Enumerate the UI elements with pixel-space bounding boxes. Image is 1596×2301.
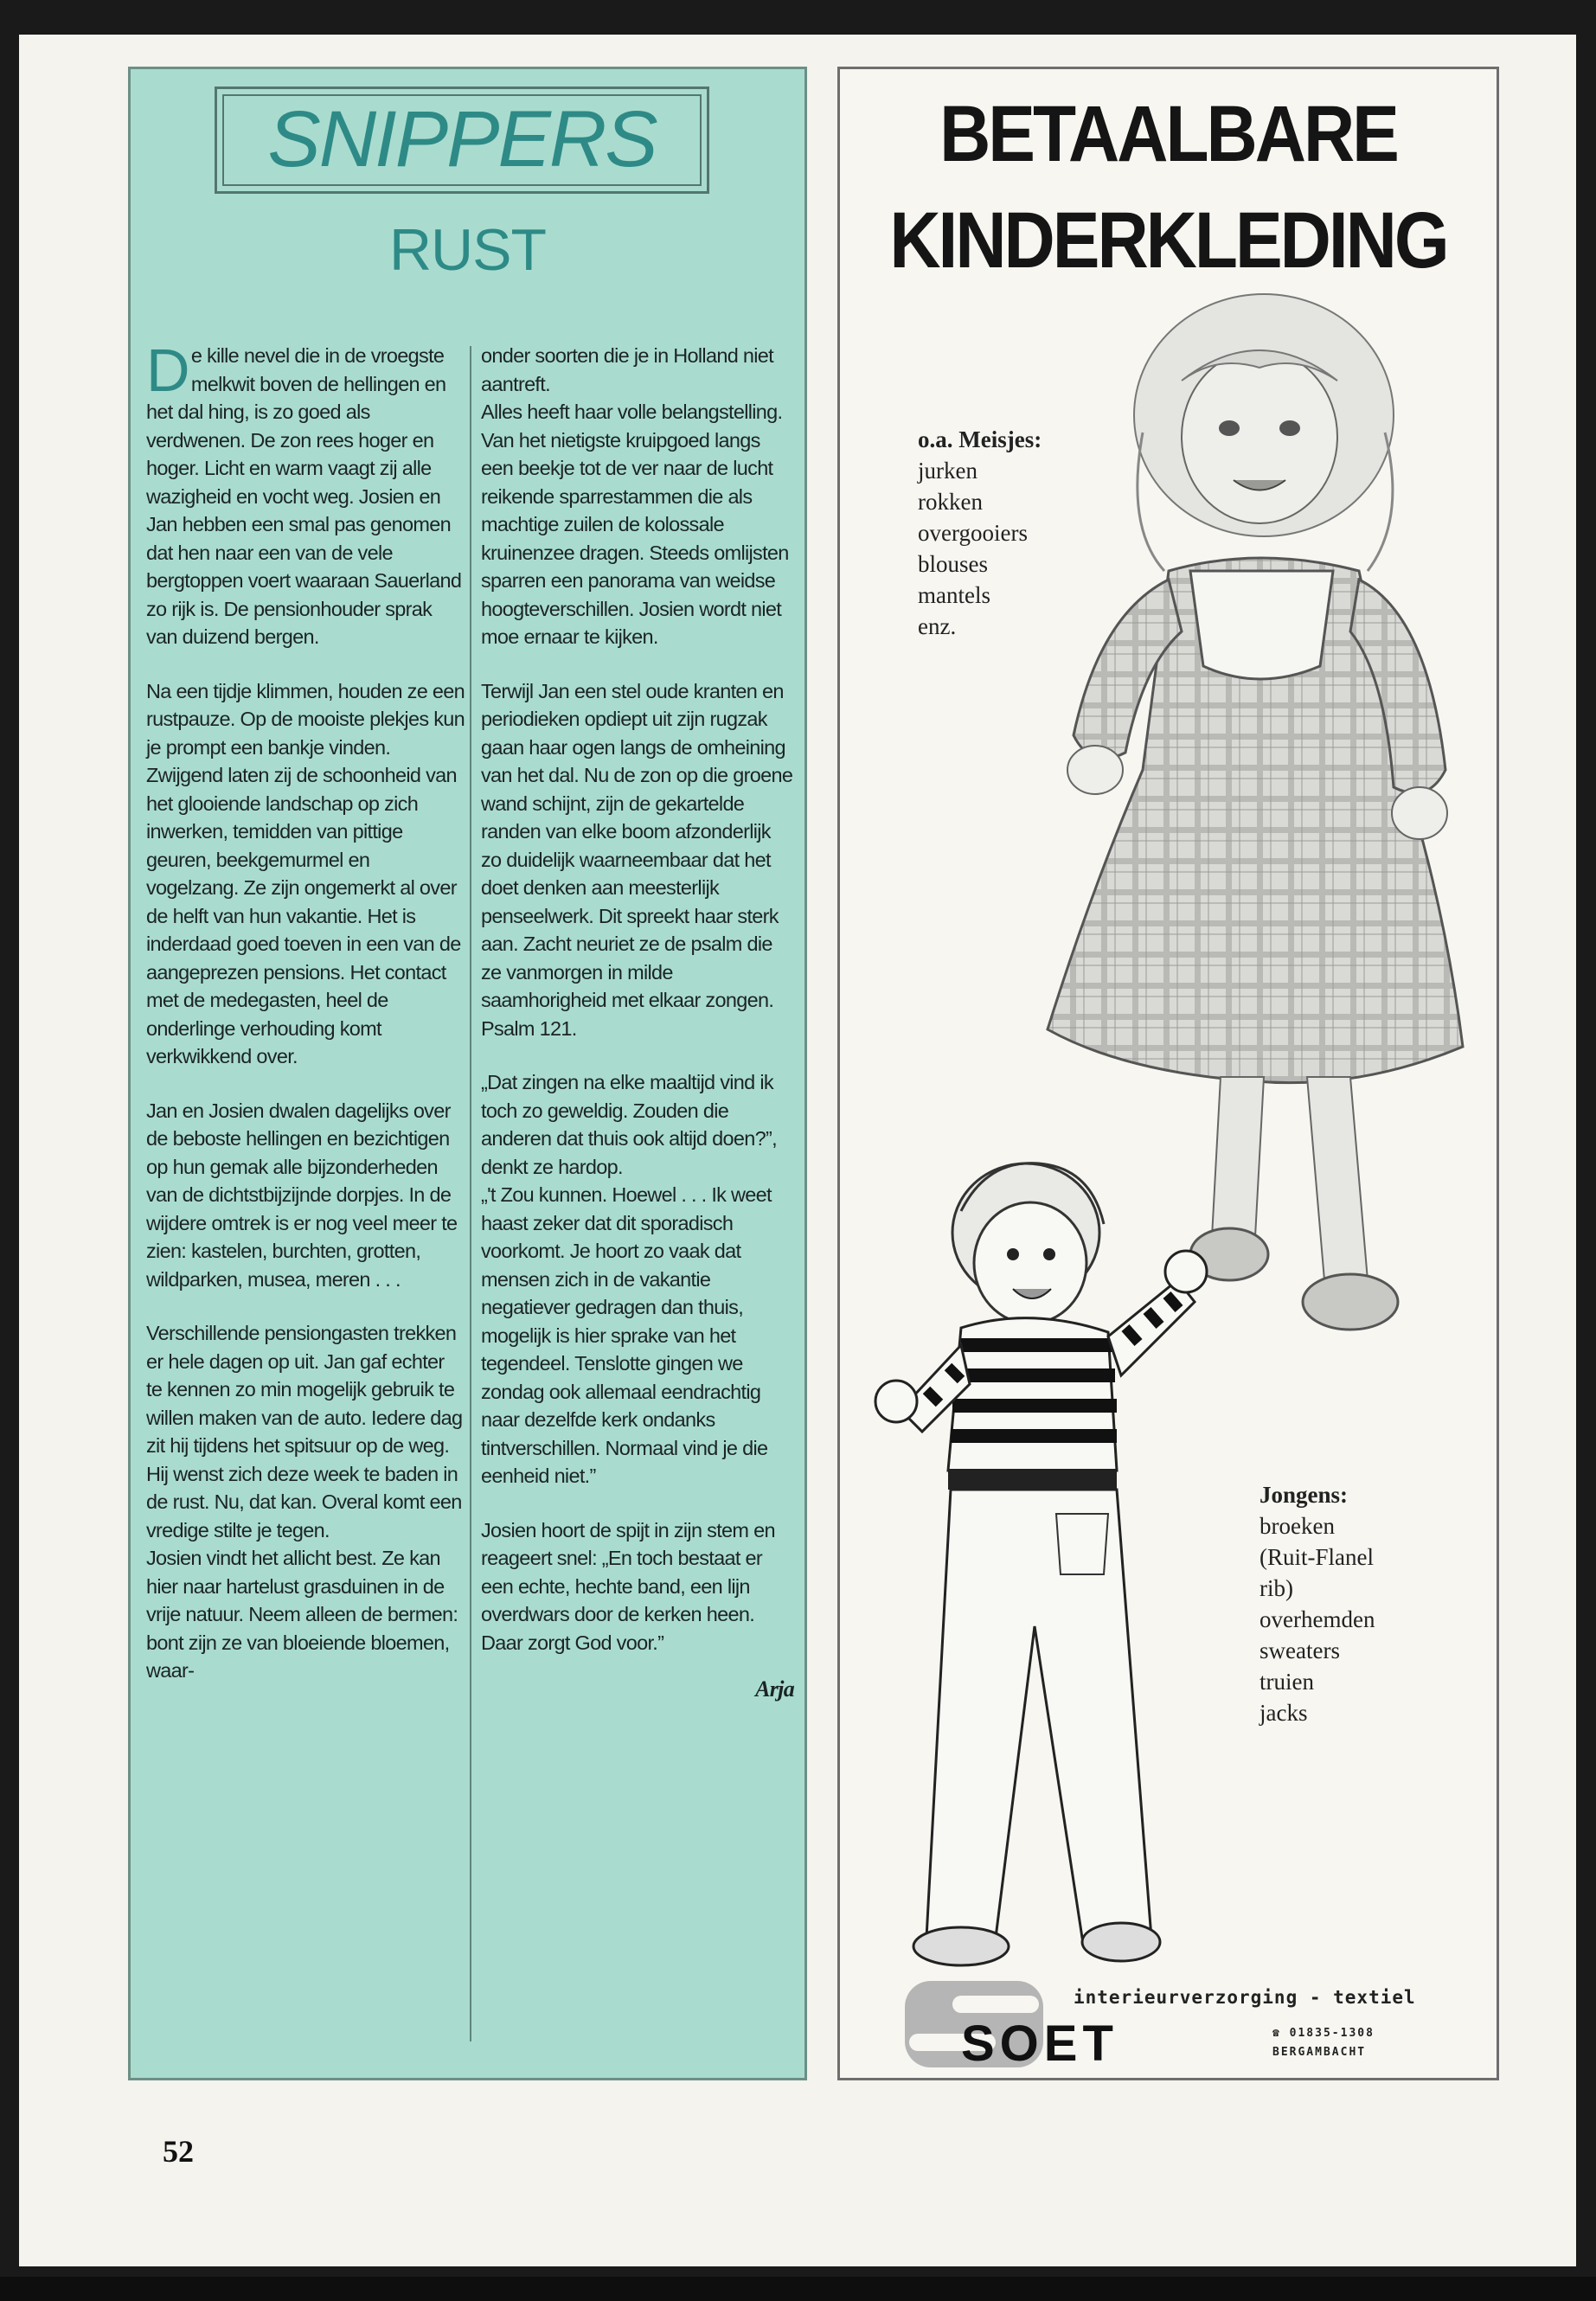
paragraph-text: e kille nevel die in de vroegste melkwit boven de hellingen en het dal hing, is zo goed als verdwenen. De zon rees hoger en hoger. Licht en warm vaagt zij alle wazigheid en vocht weg. Josien en Jan hebben een smal pas genomen dat hen naar een van de vele bergtoppen voert waaraan Sauerland zo rijk is. De pensionhouder sprak van duizend bergen. [146, 344, 462, 648]
ad-headline-line-2: KINDERKLEDING [889, 196, 1447, 285]
article-series-title: SNIPPERS [267, 95, 657, 183]
ad-headline-line-1: BETAALBARE [939, 90, 1397, 178]
boy-illustration [866, 1142, 1229, 1972]
list-item: enz. [918, 613, 957, 639]
store-tagline: interieurverzorging - textiel [1074, 1987, 1416, 2008]
column-divider [470, 346, 471, 2041]
list-item: rokken [918, 489, 983, 515]
paragraph: Verschillende pensiongasten trekken er hele dagen op uit. Jan gaf echter te kennen zo min mogelijk gebruik te willen maken van de auto. Iedere dag zit hij tijdens het spitsuur op de weg. Hij wenst zich deze week te baden in de rust. Nu, dat kan. Overal komt een vredige stilte je tegen. Josien vindt het allicht best. Ze kan hier naar hartelust grasduinen in de vrije natuur. Neem alleen de bermen: bont zijn ze van bloeiende bloemen, waar- [146, 1322, 463, 1682]
article-column-2 [481, 342, 794, 1704]
girls-heading: o.a. Meisjes: [918, 426, 1042, 452]
boys-heading: Jongens: [1259, 1482, 1349, 1508]
drop-cap: D [146, 336, 189, 404]
paragraph: Jan en Josien dwalen dagelijks over de beboste hellingen en bezichtigen op hun gemak alle bijzonderheden van de dichtstbijzijnde dorpjes. In de wijdere omtrek is er nog veel meer te zien: kastelen, burchten, grotten, wildparken, musea, meren . . . [146, 1099, 458, 1291]
paragraph: „Dat zingen na elke maaltijd vind ik toch zo geweldig. Zouden die anderen dat thuis ook altijd doen?”, denkt ze hardop. „'t Zou kunnen. Hoewel . . . Ik weet haast zeker dat dit sporadisch voorkomt. Je hoort zo vaak dat mensen zich in de vakantie negatiever gedragen dan thuis, mogelijk is hier sprake van het tegendeel. Tenslotte gingen we zondag ook allemaal eendrachtig naar dezelfde kerk ondanks tintverschillen. Normaal vind je die eenheid niet.” [481, 1071, 777, 1487]
list-item: rib) [1259, 1575, 1293, 1601]
author-signature: Arja [755, 1676, 794, 1702]
ad-headline [840, 81, 1497, 294]
list-item: jacks [1259, 1700, 1308, 1726]
list-item: overgooiers [918, 520, 1028, 546]
snippers-article [128, 67, 807, 2080]
scan-border [0, 2277, 1596, 2301]
list-item: jurken [918, 458, 977, 484]
page-number: 52 [163, 2134, 194, 2169]
paragraph: Josien hoort de spijt in zijn stem en reageert snel: „En toch bestaat er een echte, hechte band, een lijn overdwars door de kerken heen. Daar zorgt God voor.” [481, 1518, 775, 1654]
list-item: mantels [918, 582, 990, 608]
paragraph [146, 336, 465, 651]
store-name: SOET [961, 2016, 1118, 2072]
list-item: blouses [918, 551, 988, 577]
advertisement [837, 67, 1499, 2080]
list-item: (Ruit-Flanel [1259, 1544, 1374, 1570]
list-item: overhemden [1259, 1606, 1375, 1632]
store-logo [901, 1977, 1471, 2072]
title-frame [215, 87, 709, 194]
store-phone: ☎ 01835-1308 [1272, 2027, 1375, 2040]
article-title: RUST [388, 217, 547, 283]
list-item: broeken [1259, 1513, 1335, 1539]
boys-clothing-list [1259, 1479, 1375, 1728]
paragraph: Terwijl Jan een stel oude kranten en periodieken opdiept uit zijn rugzak gaan haar ogen langs de omheining van het dal. Nu de zon op die groene wand schijnt, zijn de gekartelde randen van elke boom afzonderlijk zo duidelijk waarneembaar dat het doet denken aan meesterlijk penseelwerk. Dit spreekt haar sterk aan. Zacht neuriet ze de psalm die ze vanmorgen in milde saamhorigheid met elkaar zongen. Psalm 121. [481, 679, 793, 1040]
paragraph: Na een tijdje klimmen, houden ze een rustpauze. Op de mooiste plekjes kun je prompt een bankje vinden. Zwijgend laten zij de schoonheid van het glooiende landschap op zich inwerken, temidden van pittige geuren, beekgemurmel en vogelzang. Ze zijn ongemerkt al over de helft van hun vakantie. Het is inderdaad goed toeven in een van de aangeprezen pensions. Het contact met de medegasten, heel de onderlinge verhouding komt verkwikkend over. [146, 679, 465, 1067]
list-item: sweaters [1259, 1638, 1340, 1663]
phone-number: 01835-1308 [1289, 2027, 1375, 2040]
store-city: BERGAMBACHT [1272, 2046, 1367, 2059]
girls-clothing-list [918, 424, 1042, 642]
list-item: truien [1259, 1669, 1314, 1695]
article-column-1 [146, 336, 465, 1711]
paragraph: onder soorten die je in Holland niet aantreft. Alles heeft haar volle belangstelling. Van het nietigste kruipgoed langs een beekje tot de ver naar de lucht reikende sparrestammen die als machtige zuilen de kolossale kruinenzee dragen. Steeds omlijsten sparren een panorama van weidse hoogteverschillen. Josien wordt niet moe ernaar te kijken. [481, 344, 789, 648]
